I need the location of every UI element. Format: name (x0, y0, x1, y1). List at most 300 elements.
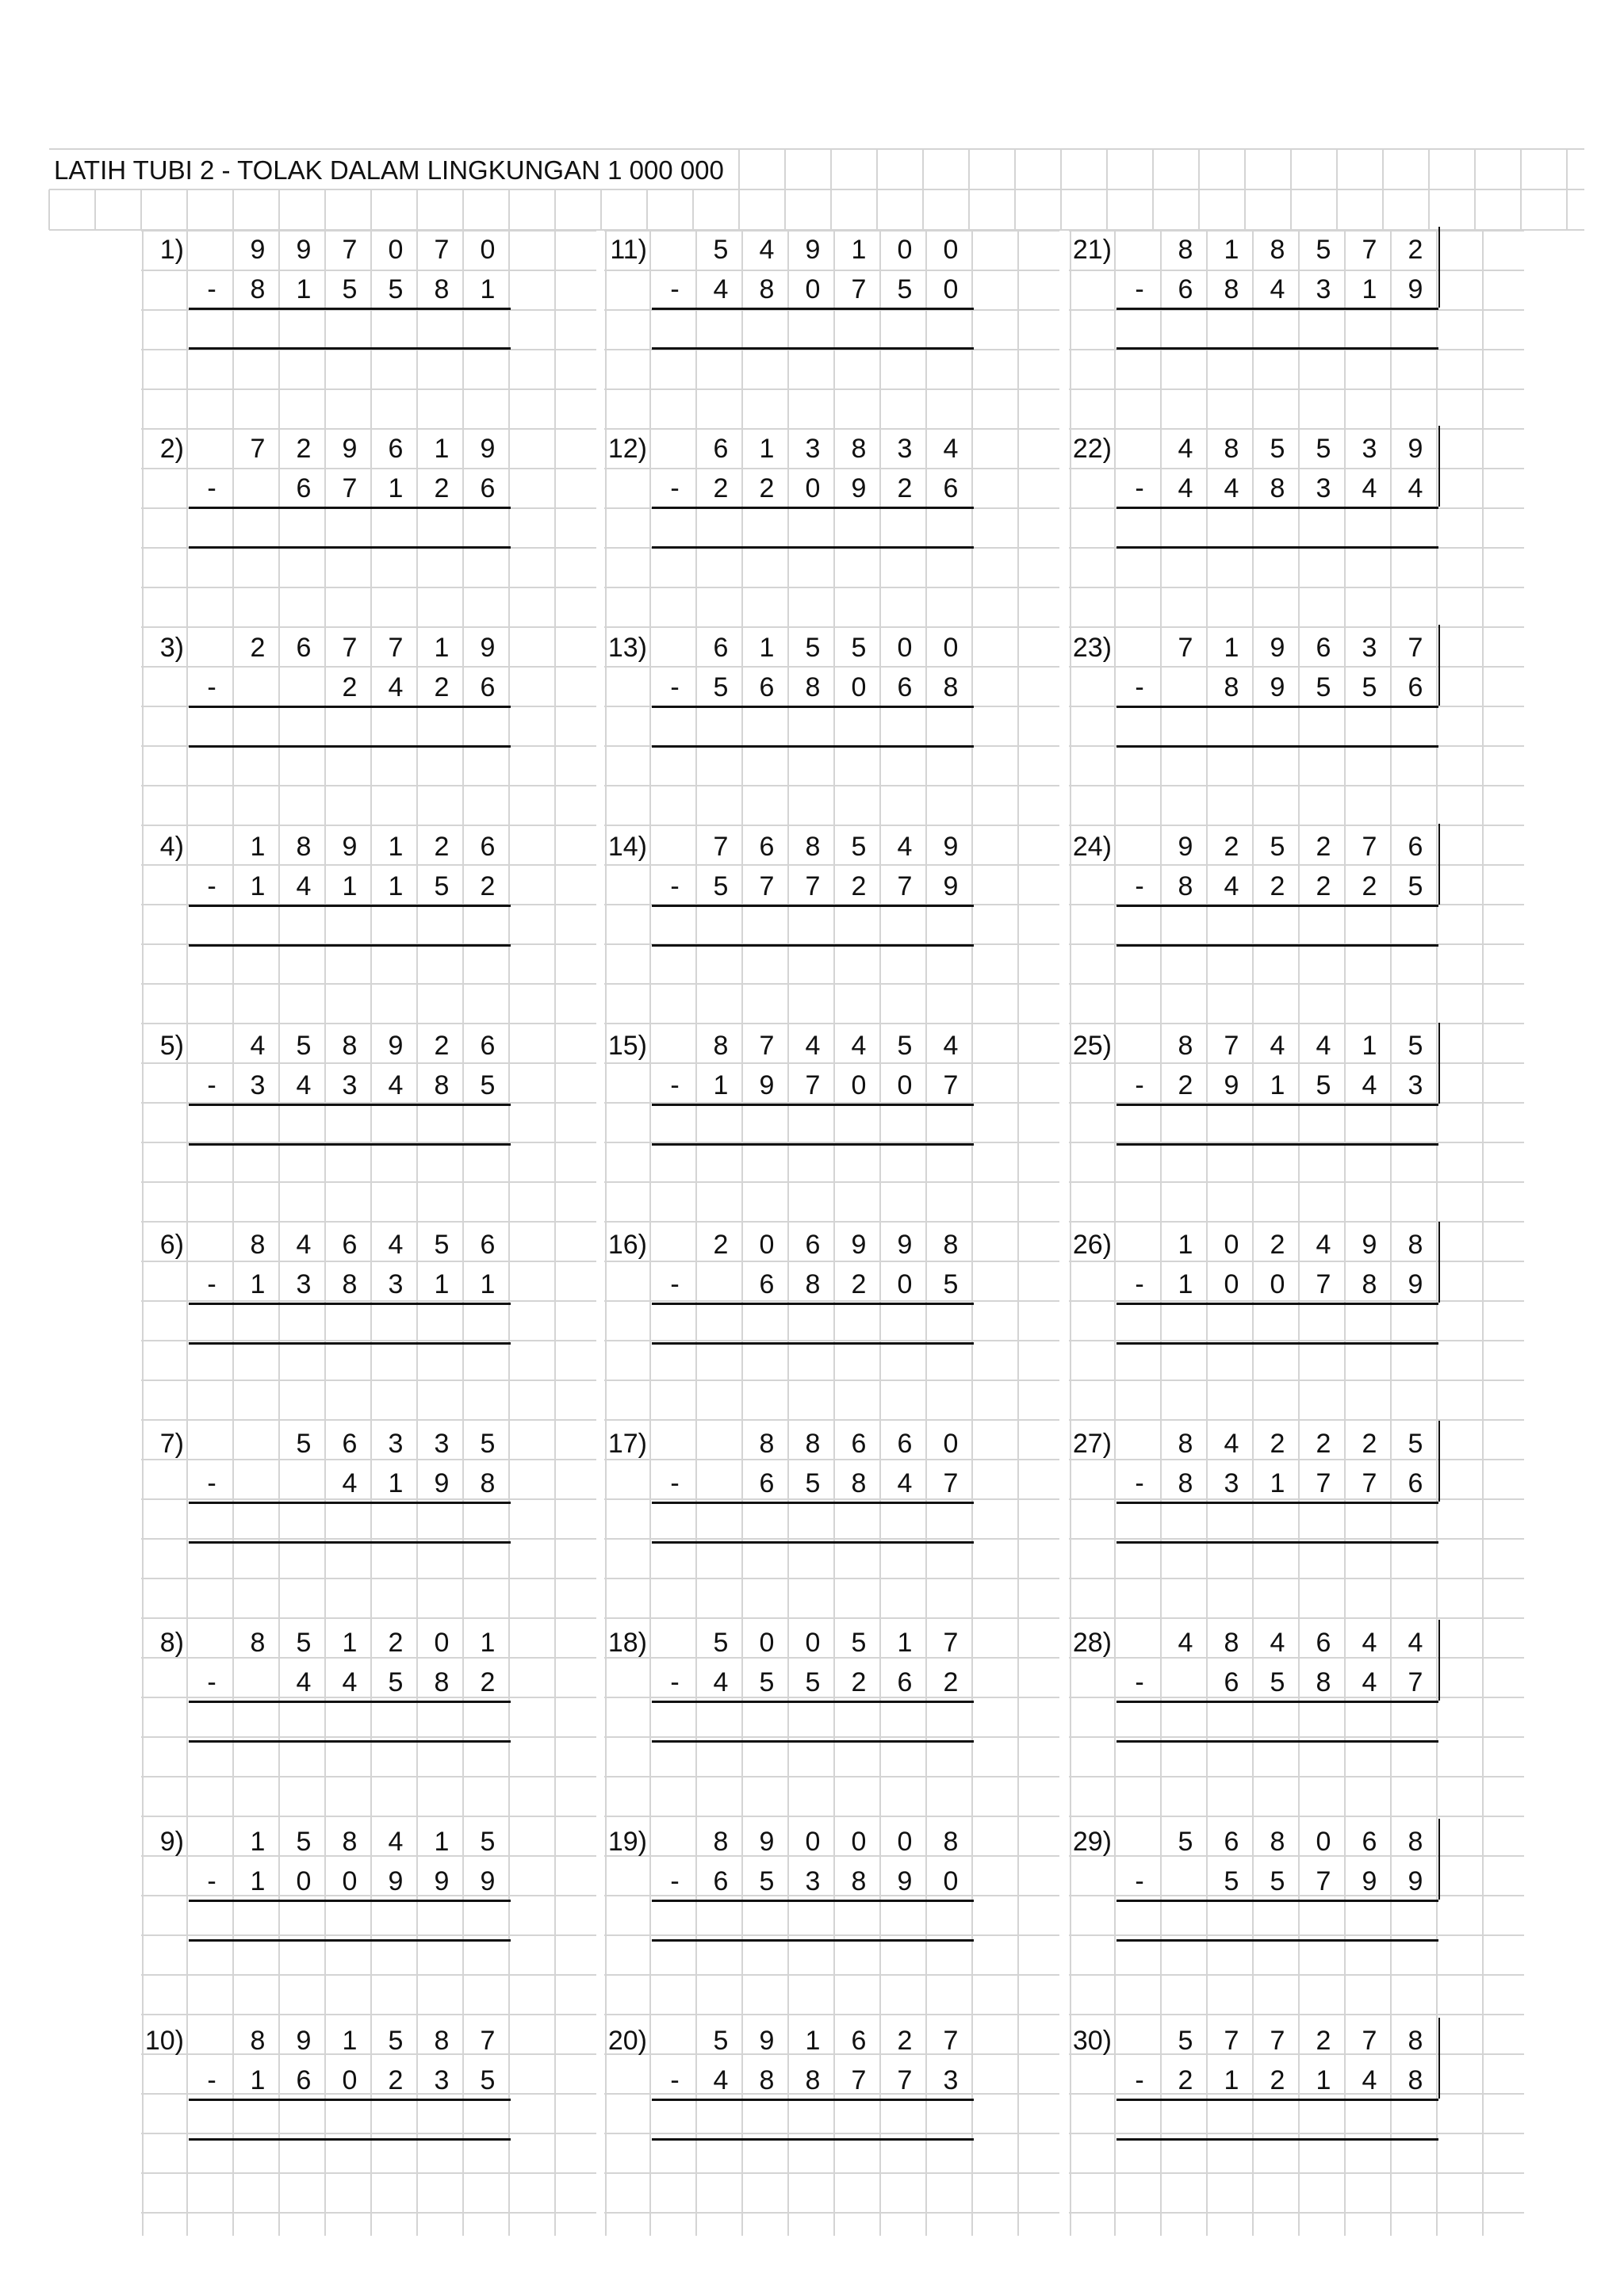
subtrahend-digit: 9 (434, 1468, 450, 1498)
subtrahend-digit: 7 (759, 871, 775, 901)
minuend-digit: 9 (759, 1827, 775, 1857)
subtrahend-digit: 6 (296, 473, 312, 503)
minuend-digit: 4 (805, 1031, 821, 1061)
subtrahend-digit: 8 (1224, 672, 1239, 702)
minuend-digit: 4 (1224, 1429, 1239, 1459)
minuend-digit: 7 (1362, 832, 1377, 862)
subtrahend-digit: 5 (1362, 672, 1377, 702)
minuend-digit: 1 (1224, 235, 1239, 265)
answer-line (652, 1342, 974, 1345)
subtrahend-digit: 2 (1270, 871, 1285, 901)
problem-number: 11) (610, 235, 647, 265)
problem-number: 21) (1072, 235, 1112, 265)
subtrahend-digit: 4 (1362, 1667, 1377, 1697)
operation-line (1116, 1502, 1438, 1504)
subtrahend-digit: 1 (250, 871, 266, 901)
minuend-digit: 4 (943, 434, 959, 464)
subtrahend-digit: 0 (805, 473, 821, 503)
subtrahend-digit: 2 (759, 473, 775, 503)
minuend-digit: 5 (480, 1429, 496, 1459)
minuend-digit: 2 (1270, 1429, 1285, 1459)
subtrahend-digit: 1 (713, 1070, 729, 1100)
minuend-digit: 2 (1316, 832, 1331, 862)
minuend-digit: 8 (1270, 1827, 1285, 1857)
minuend-digit: 6 (851, 2026, 867, 2056)
subtrahend-digit: 7 (1316, 1866, 1331, 1896)
subtrahend-digit: 5 (759, 1866, 775, 1896)
minus-sign: - (207, 1070, 216, 1100)
operation-line (652, 1900, 974, 1902)
minus-sign: - (207, 1667, 216, 1697)
minuend-digit: 7 (759, 1031, 775, 1061)
minuend-digit: 7 (388, 633, 404, 663)
minuend-digit: 4 (388, 1230, 404, 1260)
subtrahend-digit: 7 (897, 2065, 913, 2095)
minuend-digit: 6 (759, 832, 775, 862)
operation-line (189, 1502, 511, 1504)
problem-number: 26) (1072, 1230, 1112, 1260)
answer-line (189, 1342, 511, 1345)
subtrahend-digit: 5 (897, 274, 913, 304)
subtrahend-digit: 2 (480, 1667, 496, 1697)
minuend-digit: 1 (342, 1628, 358, 1658)
minuend-digit: 6 (897, 1429, 913, 1459)
subtrahend-digit: 7 (1408, 1667, 1423, 1697)
answer-line (189, 1541, 511, 1544)
subtrahend-digit: 0 (342, 1866, 358, 1896)
subtrahend-digit: 4 (342, 1468, 358, 1498)
subtrahend-digit: 8 (1178, 1468, 1193, 1498)
minuend-digit: 6 (480, 832, 496, 862)
minuend-digit: 1 (759, 434, 775, 464)
minuend-digit: 2 (1362, 1429, 1377, 1459)
subtrahend-digit: 6 (1408, 672, 1423, 702)
operation-line (1116, 507, 1438, 509)
subtrahend-digit: 7 (805, 871, 821, 901)
minus-sign: - (670, 473, 680, 503)
minuend-digit: 1 (1224, 633, 1239, 663)
subtrahend-digit: 9 (434, 1866, 450, 1896)
minus-sign: - (207, 871, 216, 901)
subtrahend-digit: 9 (1362, 1866, 1377, 1896)
subtrahend-digit: 9 (851, 473, 867, 503)
subtrahend-digit: 4 (1362, 1070, 1377, 1100)
subtrahend-digit: 9 (943, 871, 959, 901)
minuend-digit: 8 (851, 434, 867, 464)
subtrahend-digit: 5 (342, 274, 358, 304)
minuend-digit: 4 (851, 1031, 867, 1061)
minuend-digit: 5 (388, 2026, 404, 2056)
subtrahend-digit: 8 (434, 1070, 450, 1100)
answer-line (652, 2138, 974, 2141)
minuend-digit: 0 (805, 1827, 821, 1857)
subtrahend-digit: 9 (1408, 274, 1423, 304)
minuend-digit: 1 (434, 1827, 450, 1857)
column-edge-line (1438, 2018, 1440, 2099)
subtrahend-digit: 9 (1270, 672, 1285, 702)
minuend-digit: 2 (250, 633, 266, 663)
minuend-digit: 5 (713, 235, 729, 265)
subtrahend-digit: 4 (1224, 473, 1239, 503)
minuend-digit: 1 (759, 633, 775, 663)
minuend-digit: 8 (805, 1429, 821, 1459)
subtrahend-digit: 4 (1178, 473, 1193, 503)
subtrahend-digit: 6 (713, 1866, 729, 1896)
minuend-digit: 8 (1408, 1230, 1423, 1260)
subtrahend-digit: 4 (1224, 871, 1239, 901)
answer-line (652, 347, 974, 350)
minuend-digit: 6 (1316, 1628, 1331, 1658)
minuend-digit: 1 (388, 832, 404, 862)
subtrahend-digit: 8 (1316, 1667, 1331, 1697)
minuend-digit: 1 (434, 633, 450, 663)
subtrahend-digit: 3 (943, 2065, 959, 2095)
operation-line (652, 2099, 974, 2101)
subtrahend-digit: 2 (851, 871, 867, 901)
minuend-digit: 7 (1224, 2026, 1239, 2056)
minuend-digit: 1 (805, 2026, 821, 2056)
minuend-digit: 8 (1178, 1429, 1193, 1459)
minuend-digit: 0 (897, 235, 913, 265)
minuend-digit: 1 (342, 2026, 358, 2056)
subtrahend-digit: 5 (713, 871, 729, 901)
minus-sign: - (1135, 1667, 1144, 1697)
subtrahend-digit: 7 (943, 1468, 959, 1498)
minuend-digit: 6 (480, 1230, 496, 1260)
minuend-digit: 2 (434, 1031, 450, 1061)
minus-sign: - (670, 672, 680, 702)
minus-sign: - (670, 1468, 680, 1498)
minuend-digit: 9 (1270, 633, 1285, 663)
subtrahend-digit: 5 (759, 1667, 775, 1697)
minuend-digit: 2 (1316, 1429, 1331, 1459)
minuend-digit: 7 (713, 832, 729, 862)
subtrahend-digit: 0 (943, 274, 959, 304)
minuend-digit: 5 (296, 1031, 312, 1061)
minuend-digit: 1 (250, 832, 266, 862)
minuend-digit: 0 (805, 1628, 821, 1658)
minuend-digit: 6 (851, 1429, 867, 1459)
minuend-digit: 5 (1270, 434, 1285, 464)
minuend-digit: 0 (1316, 1827, 1331, 1857)
minuend-digit: 4 (1178, 1628, 1193, 1658)
subtrahend-digit: 4 (296, 1667, 312, 1697)
answer-line (189, 1939, 511, 1942)
subtrahend-digit: 9 (388, 1866, 404, 1896)
answer-line (189, 1143, 511, 1146)
subtrahend-digit: 0 (1224, 1269, 1239, 1299)
operation-line (189, 507, 511, 509)
subtrahend-digit: 8 (1408, 2065, 1423, 2095)
problem-number: 14) (607, 832, 647, 862)
subtrahend-digit: 2 (713, 473, 729, 503)
subtrahend-digit: 1 (250, 2065, 266, 2095)
subtrahend-digit: 9 (897, 1866, 913, 1896)
answer-line (1116, 1541, 1438, 1544)
minuend-digit: 7 (250, 434, 266, 464)
minuend-digit: 6 (713, 633, 729, 663)
minuend-digit: 5 (805, 633, 821, 663)
minuend-digit: 8 (943, 1827, 959, 1857)
minuend-digit: 1 (434, 434, 450, 464)
subtrahend-digit: 8 (805, 672, 821, 702)
subtrahend-digit: 8 (805, 2065, 821, 2095)
problem-number: 5) (159, 1031, 184, 1061)
subtrahend-digit: 4 (1362, 473, 1377, 503)
subtrahend-digit: 2 (480, 871, 496, 901)
operation-line (1116, 1900, 1438, 1902)
subtrahend-digit: 8 (1270, 473, 1285, 503)
problem-number: 17) (607, 1429, 647, 1459)
operation-line (652, 507, 974, 509)
answer-line (1116, 1939, 1438, 1942)
minuend-digit: 7 (1362, 2026, 1377, 2056)
subtrahend-digit: 2 (1362, 871, 1377, 901)
subtrahend-digit: 8 (759, 2065, 775, 2095)
minuend-digit: 4 (1270, 1628, 1285, 1658)
subtrahend-digit: 6 (1178, 274, 1193, 304)
subtrahend-digit: 5 (1224, 1866, 1239, 1896)
problem-number: 24) (1072, 832, 1112, 862)
minuend-digit: 5 (296, 1827, 312, 1857)
minuend-digit: 6 (1362, 1827, 1377, 1857)
minus-sign: - (670, 1269, 680, 1299)
subtrahend-digit: 8 (851, 1866, 867, 1896)
subtrahend-digit: 2 (851, 1269, 867, 1299)
problem-number: 7) (159, 1429, 184, 1459)
minuend-digit: 6 (805, 1230, 821, 1260)
minuend-digit: 3 (1362, 633, 1377, 663)
operation-line (652, 1303, 974, 1305)
subtrahend-digit: 4 (342, 1667, 358, 1697)
problem-number: 1) (159, 235, 184, 265)
minus-sign: - (207, 672, 216, 702)
minuend-digit: 1 (250, 1827, 266, 1857)
minuend-digit: 0 (480, 235, 496, 265)
answer-line (652, 1939, 974, 1942)
minuend-digit: 8 (1178, 1031, 1193, 1061)
problem-number: 9) (159, 1827, 184, 1857)
minuend-digit: 8 (250, 1230, 266, 1260)
subtrahend-digit: 2 (388, 2065, 404, 2095)
subtrahend-digit: 7 (805, 1070, 821, 1100)
subtrahend-digit: 6 (943, 473, 959, 503)
minuend-digit: 6 (1316, 633, 1331, 663)
answer-line (1116, 546, 1438, 549)
minuend-digit: 5 (851, 633, 867, 663)
answer-line (1116, 2138, 1438, 2141)
minuend-digit: 6 (342, 1429, 358, 1459)
minuend-digit: 0 (897, 1827, 913, 1857)
answer-line (1116, 944, 1438, 947)
subtrahend-digit: 9 (759, 1070, 775, 1100)
problem-number: 25) (1072, 1031, 1112, 1061)
subtrahend-digit: 2 (1178, 1070, 1193, 1100)
subtrahend-digit: 8 (1224, 274, 1239, 304)
minuend-digit: 4 (1316, 1230, 1331, 1260)
answer-line (189, 944, 511, 947)
minuend-digit: 4 (250, 1031, 266, 1061)
minuend-digit: 5 (851, 832, 867, 862)
operation-line (1116, 308, 1438, 310)
minuend-digit: 2 (897, 2026, 913, 2056)
subtrahend-digit: 2 (1270, 2065, 1285, 2095)
subtrahend-digit: 2 (434, 473, 450, 503)
subtrahend-digit: 4 (1408, 473, 1423, 503)
operation-line (652, 1502, 974, 1504)
operation-line (1116, 1701, 1438, 1703)
minuend-digit: 4 (897, 832, 913, 862)
subtrahend-digit: 3 (1408, 1070, 1423, 1100)
subtrahend-digit: 0 (897, 1070, 913, 1100)
minuend-digit: 8 (943, 1230, 959, 1260)
problem-number: 20) (607, 2026, 647, 2056)
answer-line (1116, 1143, 1438, 1146)
minus-sign: - (207, 473, 216, 503)
operation-line (1116, 2099, 1438, 2101)
minuend-digit: 4 (1362, 1628, 1377, 1658)
minuend-digit: 3 (1362, 434, 1377, 464)
minuend-digit: 8 (759, 1429, 775, 1459)
subtrahend-digit: 0 (1270, 1269, 1285, 1299)
subtrahend-digit: 3 (388, 1269, 404, 1299)
minuend-digit: 9 (296, 2026, 312, 2056)
answer-line (189, 546, 511, 549)
subtrahend-digit: 1 (250, 1269, 266, 1299)
subtrahend-digit: 5 (1316, 672, 1331, 702)
minus-sign: - (670, 1866, 680, 1896)
subtrahend-digit: 1 (480, 1269, 496, 1299)
minuend-digit: 7 (434, 235, 450, 265)
operation-line (652, 905, 974, 907)
subtrahend-digit: 4 (713, 2065, 729, 2095)
minuend-digit: 3 (388, 1429, 404, 1459)
subtrahend-digit: 1 (388, 1468, 404, 1498)
subtrahend-digit: 0 (805, 274, 821, 304)
operation-line (189, 1104, 511, 1106)
minuend-digit: 6 (342, 1230, 358, 1260)
minuend-digit: 6 (1224, 1827, 1239, 1857)
minus-sign: - (670, 1070, 680, 1100)
minuend-digit: 8 (342, 1031, 358, 1061)
minuend-digit: 9 (250, 235, 266, 265)
operation-line (189, 706, 511, 708)
minuend-digit: 9 (342, 434, 358, 464)
subtrahend-digit: 9 (1408, 1866, 1423, 1896)
minuend-digit: 9 (1362, 1230, 1377, 1260)
subtrahend-digit: 8 (851, 1468, 867, 1498)
minuend-digit: 8 (342, 1827, 358, 1857)
subtrahend-digit: 4 (296, 1070, 312, 1100)
subtrahend-digit: 6 (897, 1667, 913, 1697)
subtrahend-digit: 3 (805, 1866, 821, 1896)
minus-sign: - (1135, 672, 1144, 702)
subtrahend-digit: 5 (388, 1667, 404, 1697)
subtrahend-digit: 1 (296, 274, 312, 304)
subtrahend-digit: 6 (480, 672, 496, 702)
minuend-digit: 5 (296, 1429, 312, 1459)
problem-number: 28) (1072, 1628, 1112, 1658)
minuend-digit: 7 (943, 1628, 959, 1658)
minuend-digit: 2 (713, 1230, 729, 1260)
subtrahend-digit: 5 (480, 1070, 496, 1100)
problem-number: 13) (607, 633, 647, 663)
minuend-digit: 8 (1224, 1628, 1239, 1658)
problem-number: 10) (144, 2026, 184, 2056)
subtrahend-digit: 9 (1408, 1269, 1423, 1299)
minus-sign: - (1135, 1468, 1144, 1498)
minuend-digit: 1 (1362, 1031, 1377, 1061)
column-edge-line (1438, 227, 1440, 308)
subtrahend-digit: 7 (1316, 1269, 1331, 1299)
subtrahend-digit: 6 (480, 473, 496, 503)
minuend-digit: 0 (759, 1230, 775, 1260)
minuend-digit: 0 (388, 235, 404, 265)
minus-sign: - (207, 2065, 216, 2095)
operation-line (189, 1303, 511, 1305)
minus-sign: - (670, 871, 680, 901)
subtrahend-digit: 2 (943, 1667, 959, 1697)
subtrahend-digit: 2 (342, 672, 358, 702)
minus-sign: - (670, 2065, 680, 2095)
operation-line (1116, 905, 1438, 907)
minus-sign: - (1135, 1070, 1144, 1100)
minus-sign: - (207, 1866, 216, 1896)
problem-number: 22) (1072, 434, 1112, 464)
minuend-digit: 2 (1316, 2026, 1331, 2056)
minuend-digit: 7 (943, 2026, 959, 2056)
problem-number: 19) (607, 1827, 647, 1857)
column-edge-line (1438, 1023, 1440, 1104)
minuend-digit: 3 (805, 434, 821, 464)
operation-line (1116, 1303, 1438, 1305)
subtrahend-digit: 1 (1178, 1269, 1193, 1299)
minuend-digit: 5 (1408, 1429, 1423, 1459)
subtrahend-digit: 1 (1224, 2065, 1239, 2095)
minuend-digit: 0 (1224, 1230, 1239, 1260)
minuend-digit: 8 (1408, 1827, 1423, 1857)
minuend-digit: 8 (1408, 2026, 1423, 2056)
subtrahend-digit: 4 (1362, 2065, 1377, 2095)
operation-line (1116, 1104, 1438, 1106)
minuend-digit: 7 (342, 633, 358, 663)
subtrahend-digit: 0 (851, 1070, 867, 1100)
minuend-digit: 9 (1408, 434, 1423, 464)
subtrahend-digit: 7 (342, 473, 358, 503)
subtrahend-digit: 3 (296, 1269, 312, 1299)
subtrahend-digit: 4 (296, 871, 312, 901)
subtrahend-digit: 6 (897, 672, 913, 702)
minuend-digit: 6 (388, 434, 404, 464)
minuend-digit: 6 (296, 633, 312, 663)
subtrahend-digit: 6 (296, 2065, 312, 2095)
subtrahend-digit: 7 (1316, 1468, 1331, 1498)
subtrahend-digit: 5 (480, 2065, 496, 2095)
problem-number: 6) (159, 1230, 184, 1260)
subtrahend-digit: 6 (759, 672, 775, 702)
problem-number: 16) (607, 1230, 647, 1260)
minuend-digit: 0 (851, 1827, 867, 1857)
subtrahend-digit: 4 (713, 274, 729, 304)
subtrahend-digit: 1 (342, 871, 358, 901)
subtrahend-digit: 8 (250, 274, 266, 304)
subtrahend-digit: 3 (342, 1070, 358, 1100)
minus-sign: - (1135, 2065, 1144, 2095)
answer-line (189, 2138, 511, 2141)
subtrahend-digit: 2 (1178, 2065, 1193, 2095)
minuend-digit: 3 (897, 434, 913, 464)
subtrahend-digit: 3 (1224, 1468, 1239, 1498)
